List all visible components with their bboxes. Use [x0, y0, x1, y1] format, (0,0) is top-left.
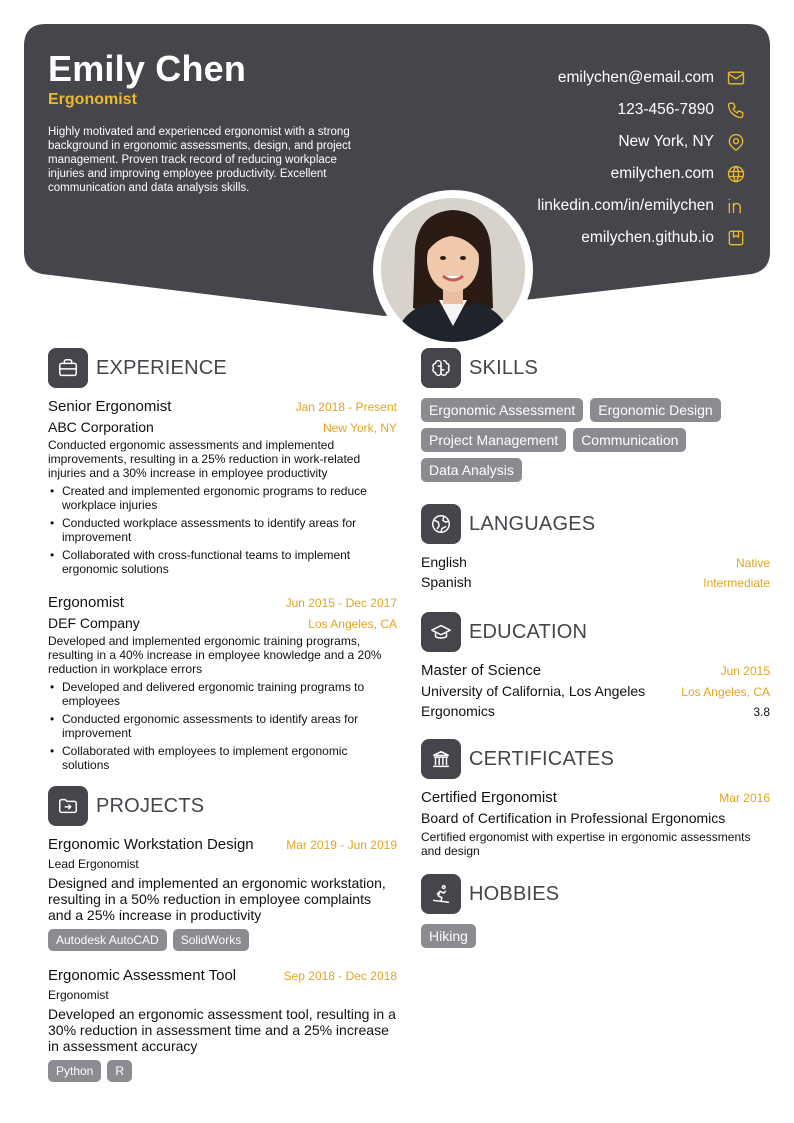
project-tags — [48, 929, 397, 951]
experience-location: New York, NY — [322, 421, 397, 435]
education-gpa: 3.8 — [753, 705, 770, 719]
languages-heading: LANGUAGES — [469, 512, 596, 535]
mail-icon — [726, 68, 746, 88]
location-pin-icon — [726, 132, 746, 152]
language-level: Native — [735, 556, 770, 570]
experience-date: Jun 2015 - Dec 2017 — [285, 596, 397, 610]
experience-role: Senior Ergonomist — [48, 398, 172, 415]
skill-tag: Ergonomic Assessment — [421, 398, 583, 422]
right-column — [421, 348, 770, 970]
contact-github-text[interactable]: emilychen.github.io — [581, 229, 714, 246]
hobbies-list — [421, 924, 761, 948]
language-globe-icon — [421, 504, 461, 544]
languages-section-header — [421, 504, 770, 544]
experience-description: Developed and implemented ergonomic training programs, resulting in a 40% increase in employee knowledge and a 20% reduction in workplace errors — [48, 634, 382, 676]
language-name: Spanish — [421, 574, 472, 590]
avatar — [381, 198, 525, 342]
languages-list — [421, 554, 770, 594]
left-column — [48, 348, 397, 1096]
education-entry — [421, 662, 770, 719]
skill-tag: Data Analysis — [421, 458, 522, 482]
education-field: Ergonomics — [421, 703, 495, 719]
contact-email[interactable] — [410, 62, 770, 94]
profile-summary: Highly motivated and experienced ergonomist with a strong background in ergonomic assessments, design, and project management. Proven track record of reducing workplace injuries and improving employee productivity. Excellent communication and data analysis skills. — [48, 126, 352, 194]
bookmark-icon — [726, 228, 746, 248]
skill-tag: Communication — [573, 428, 686, 452]
experience-description: Conducted ergonomic assessments and implemented improvements, resulting in a 25% reduction in work-related injuries and a 30% increase in employee productivity — [48, 438, 361, 480]
project-title: Ergonomic Workstation Design — [48, 836, 254, 853]
project-date: Mar 2019 - Jun 2019 — [286, 838, 397, 852]
experience-company: ABC Corporation — [48, 419, 154, 435]
globe-icon — [726, 164, 746, 184]
candidate-name: Emily Chen — [48, 48, 247, 89]
experience-entry — [48, 398, 397, 576]
education-date: Jun 2015 — [720, 664, 770, 678]
hobbies-section-header — [421, 874, 770, 914]
contact-location — [410, 126, 770, 158]
certificate-title: Certified Ergonomist — [421, 789, 557, 806]
skills-section-header — [421, 348, 770, 388]
project-tag: R — [107, 1060, 132, 1082]
education-heading: EDUCATION — [469, 620, 588, 643]
contact-phone-text[interactable]: 123-456-7890 — [617, 101, 714, 118]
experience-location: Los Angeles, CA — [308, 617, 397, 631]
project-role: Lead Ergonomist — [48, 857, 139, 871]
folder-icon — [48, 786, 88, 826]
skill-tag: Ergonomic Design — [590, 398, 720, 422]
certificate-issuer: Board of Certification in Professional Ergonomics — [421, 810, 726, 826]
language-item — [421, 574, 770, 594]
skills-heading: SKILLS — [469, 356, 539, 379]
language-level: Intermediate — [703, 576, 770, 590]
experience-bullet: • Conducted workplace assessments to identify areas for improvement — [48, 516, 397, 544]
contact-linkedin-text[interactable]: linkedin.com/in/emilychen — [537, 197, 714, 214]
project-role: Ergonomist — [48, 988, 109, 1002]
experience-bullet: • Conducted ergonomic assessments to identify areas for improvement — [48, 712, 397, 740]
language-name: English — [421, 554, 467, 570]
briefcase-icon — [48, 348, 88, 388]
project-entry — [48, 836, 397, 951]
avatar-frame — [373, 190, 533, 350]
contact-website-text[interactable]: emilychen.com — [610, 165, 714, 182]
linkedin-icon — [726, 196, 746, 216]
certificate-description: Certified ergonomist with expertise in ergonomic assessments and design — [421, 830, 751, 858]
project-entry — [48, 967, 397, 1082]
project-date: Sep 2018 - Dec 2018 — [283, 969, 397, 983]
project-title: Ergonomic Assessment Tool — [48, 967, 237, 984]
project-tags — [48, 1060, 397, 1082]
contact-location-text: New York, NY — [618, 133, 714, 150]
certificates-section-header — [421, 739, 770, 779]
skiing-icon — [421, 874, 461, 914]
education-degree: Master of Science — [421, 662, 542, 679]
project-tag: SolidWorks — [173, 929, 249, 951]
project-description: Developed an ergonomic assessment tool, resulting in a 30% reduction in assessment time and a 25% increase in assessment accuracy — [48, 1006, 396, 1054]
experience-bullet: • Collaborated with employees to implement ergonomic solutions — [48, 744, 397, 772]
education-section-header — [421, 612, 770, 652]
job-title: Ergonomist — [48, 91, 137, 108]
certificates-heading: CERTIFICATES — [469, 747, 615, 770]
language-item — [421, 554, 770, 574]
skill-tag: Project Management — [421, 428, 566, 452]
experience-bullets — [48, 680, 397, 772]
contact-website[interactable] — [410, 158, 770, 190]
experience-heading: EXPERIENCE — [96, 356, 227, 379]
contact-email-text[interactable]: emilychen@email.com — [557, 69, 714, 86]
hobby-tag: Hiking — [421, 924, 476, 948]
project-tag: Python — [48, 1060, 101, 1082]
experience-entry — [48, 594, 397, 772]
brain-icon — [421, 348, 461, 388]
building-columns-icon — [421, 739, 461, 779]
experience-bullets — [48, 484, 397, 576]
experience-date: Jan 2018 - Present — [295, 400, 397, 414]
experience-bullet: • Collaborated with cross-functional teams to implement ergonomic solutions — [48, 548, 397, 576]
project-tag: Autodesk AutoCAD — [48, 929, 167, 951]
projects-heading: PROJECTS — [96, 794, 205, 817]
experience-bullet: • Created and implemented ergonomic programs to reduce workplace injuries — [48, 484, 397, 512]
phone-icon — [726, 100, 746, 120]
graduation-cap-icon — [421, 612, 461, 652]
education-school: University of California, Los Angeles — [421, 683, 646, 699]
certificate-date: Mar 2016 — [719, 791, 770, 805]
contact-phone[interactable] — [410, 94, 770, 126]
skills-list — [421, 398, 761, 482]
hobbies-heading: HOBBIES — [469, 882, 560, 905]
projects-section-header — [48, 786, 397, 826]
experience-role: Ergonomist — [48, 594, 124, 611]
project-description: Designed and implemented an ergonomic workstation, resulting in a 50% reduction in employee complaints and a 25% increase in productivity — [48, 875, 386, 923]
education-location: Los Angeles, CA — [681, 685, 770, 699]
experience-company: DEF Company — [48, 615, 140, 631]
experience-bullet: • Developed and delivered ergonomic training programs to employees — [48, 680, 397, 708]
certificate-entry — [421, 789, 770, 858]
experience-section-header — [48, 348, 397, 388]
